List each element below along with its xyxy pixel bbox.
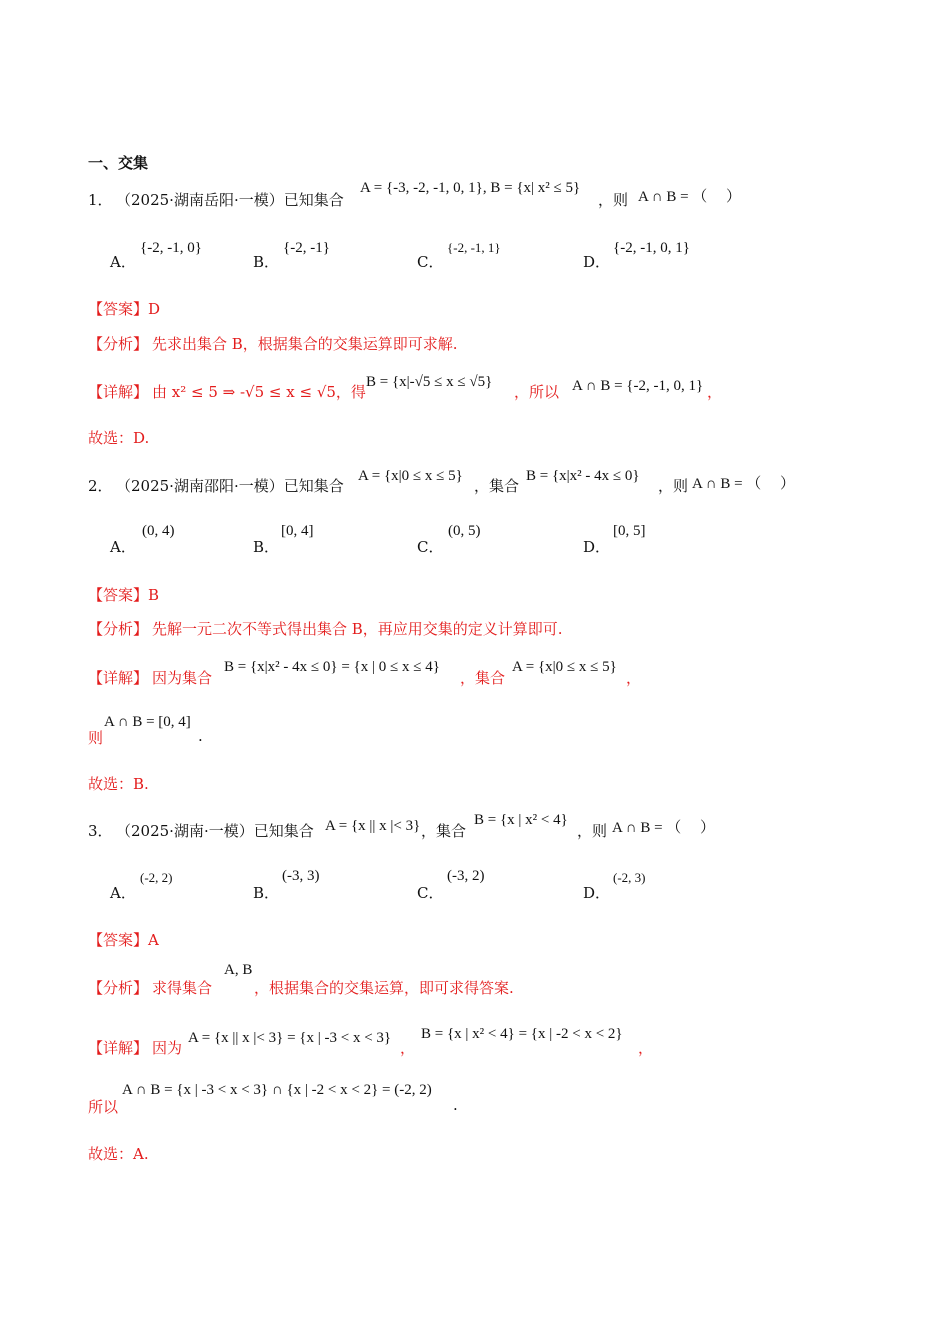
detail-text: ， [707,383,723,401]
detail-label: 【详解】 [88,669,149,687]
detail-text: . [453,1096,458,1114]
option-value: {-2, -1} [283,240,330,256]
option-letter: C． [417,253,444,271]
option-letter: B． [253,253,280,271]
option-letter: D． [583,884,611,902]
detail-math: A ∩ B = {-2, -1, 0, 1} [572,378,704,394]
detail-math: A = {x|0 ≤ x ≤ 5} [512,659,617,675]
question-mid: ，集合 [421,822,467,840]
question-math: A = {x || x |< 3} [325,818,421,834]
detail-text: ， [626,669,642,687]
option-letter: D． [583,253,611,271]
conclusion: 故选：B. [88,775,149,793]
option-value: [0, 5] [613,523,646,539]
option-letter: A． [110,538,136,556]
option-value: (-3, 3) [282,868,320,884]
option-value: (0, 5) [448,523,481,539]
option-value: (-3, 2) [447,868,485,884]
option-letter: C． [417,538,444,556]
question-tail: ，则 [658,477,689,495]
detail-text: . [198,727,203,745]
option-letter: B． [253,884,280,902]
question-math: A = {-3, -2, -1, 0, 1}, B = {x| x² ≤ 5} [360,180,581,196]
option-letter: A． [110,884,136,902]
question-number: 2． [88,477,113,495]
analysis-math: A, B [224,962,253,978]
detail-text: ，所以 [514,383,560,401]
option-value: {-2, -1, 0, 1} [613,240,690,256]
detail-math: B = {x|-√5 ≤ x ≤ √5} [366,374,493,390]
detail-text: 因为 [152,1039,183,1057]
conclusion: 故选：A. [88,1145,149,1163]
question-source: （2025·湖南岳阳·一模）已知集合 [116,191,344,209]
answer: 【答案】D [88,300,161,318]
question-tail: ，则 [598,191,629,209]
detail-math: A ∩ B = {x | -3 < x < 3} ∩ {x | -2 < x < 2} = (-2, 2) [122,1082,432,1098]
detail-math: B = {x|x² - 4x ≤ 0} = {x | 0 ≤ x ≤ 4} [224,659,440,675]
question-number: 1． [88,191,113,209]
section-title: 一、交集 [88,154,149,172]
question-ask: A ∩ B = （ ） [692,476,796,492]
question-math: B = {x | x² < 4} [474,812,568,828]
detail-label: 【详解】 [88,1039,149,1057]
question-math: A = {x|0 ≤ x ≤ 5} [358,468,463,484]
analysis-text: 先解一元二次不等式得出集合 B，再应用交集的定义计算即可. [152,620,563,638]
detail-text: 因为集合 [152,669,213,687]
option-value: (-2, 3) [613,870,646,885]
detail-label: 【详解】 [88,383,149,401]
question-ask: A ∩ B = （ ） [638,189,742,205]
option-letter: B． [253,538,280,556]
option-value: [0, 4] [281,523,314,539]
detail-math: B = {x | x² < 4} = {x | -2 < x < 2} [421,1026,623,1042]
answer: 【答案】B [88,586,160,604]
question-number: 3． [88,822,113,840]
option-letter: C． [417,884,444,902]
question-mid: ，集合 [474,477,520,495]
detail-text: 则 [88,729,104,747]
option-letter: A． [110,253,136,271]
question-ask: A ∩ B = （ ） [612,820,716,836]
conclusion: 故选：D. [88,429,150,447]
analysis-label: 【分析】 [88,620,149,638]
option-letter: D． [583,538,611,556]
question-math: B = {x|x² - 4x ≤ 0} [526,468,640,484]
detail-math: A ∩ B = [0, 4] [104,714,191,730]
question-source: （2025·湖南·一模）已知集合 [116,822,314,840]
analysis-pre: 求得集合 [152,979,213,997]
analysis-text: 先求出集合 B，根据集合的交集运算即可求解. [152,335,458,353]
analysis-label: 【分析】 [88,335,149,353]
detail-text: 由 x² ≤ 5 ⇒ -√5 ≤ x ≤ √5，得 [152,383,366,401]
option-value: {-2, -1, 1} [447,240,501,255]
detail-text: ，集合 [460,669,506,687]
detail-text: ， [638,1039,654,1057]
answer: 【答案】A [88,931,159,949]
option-value: (-2, 2) [140,870,173,885]
analysis-label: 【分析】 [88,979,149,997]
option-value: (0, 4) [142,523,175,539]
option-value: {-2, -1, 0} [140,240,202,256]
detail-text: 所以 [88,1098,119,1116]
detail-math: A = {x || x |< 3} = {x | -3 < x < 3} [188,1030,392,1046]
question-tail: ，则 [577,822,608,840]
question-source: （2025·湖南邵阳·一模）已知集合 [116,477,344,495]
analysis-text: ，根据集合的交集运算，即可求得答案. [254,979,514,997]
detail-text: ， [400,1039,416,1057]
